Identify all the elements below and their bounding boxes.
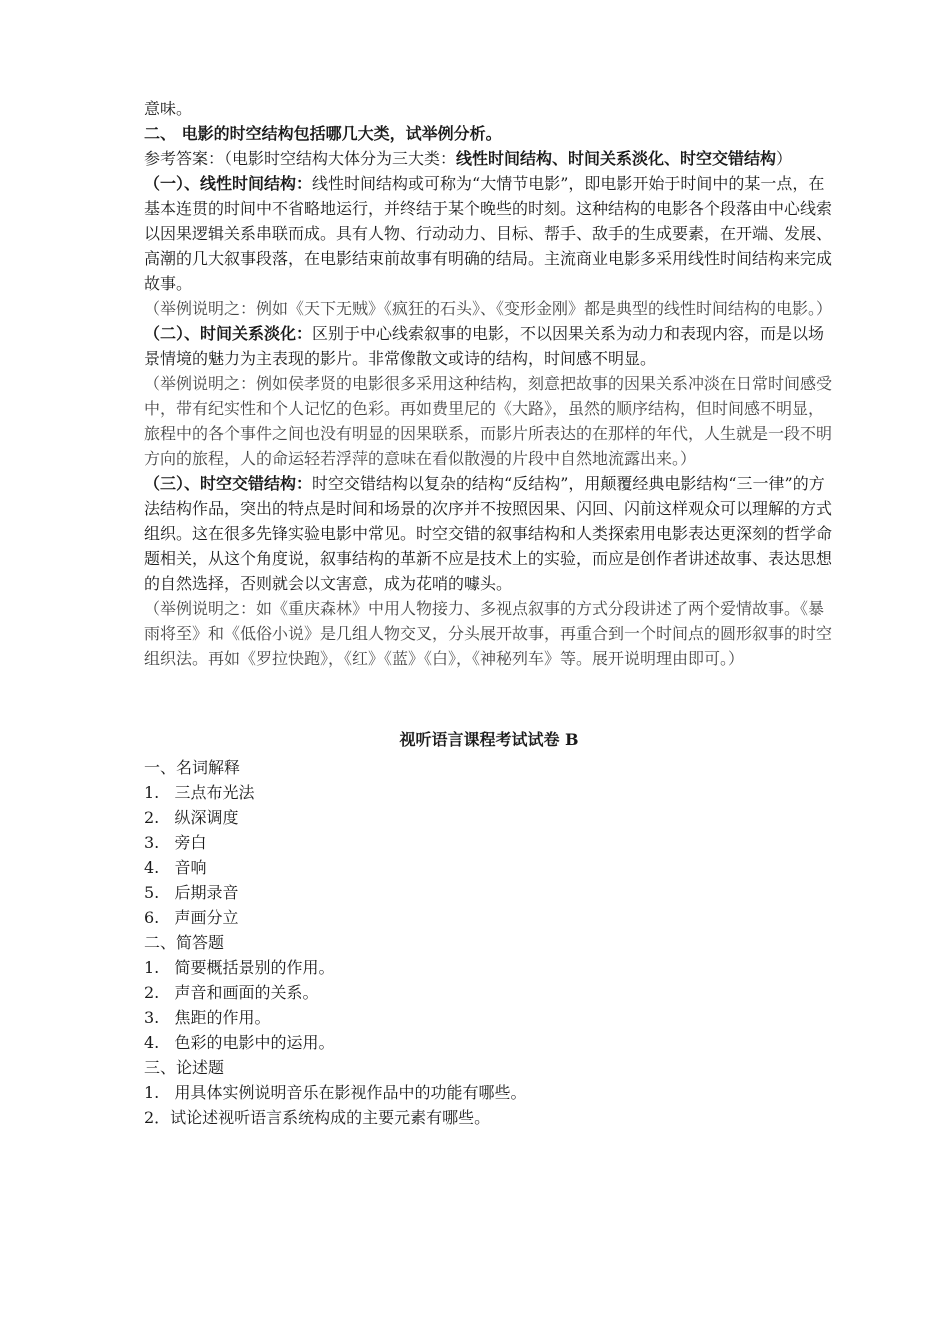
section-body: 区别于中心线索叙事的电影，不以因果关系为动力和表现内容，而是以场景情境的魅力为主表现的影片。非常像散文或诗的结构，时间感不明显。 [144, 324, 825, 368]
part-heading: 二、简答题 [144, 933, 225, 952]
list-item: 3. 旁白 [144, 833, 207, 852]
section-example: （举例说明之：例如《天下无贼》《疯狂的石头》、《变形金刚》都是典型的线性时间结构的电影。） [144, 299, 833, 318]
answer-intro-prefix: 参考答案：（电影时空结构大体分为三大类： [144, 149, 457, 168]
section-heading: （二）、时间关系淡化： [144, 324, 313, 343]
question-heading: 二、 电影的时空结构包括哪几大类，试举例分析。 [144, 124, 502, 143]
document-page [144, 96, 834, 1130]
list-item: 1. 三点布光法 [144, 783, 255, 802]
section-linear [144, 171, 834, 296]
continuation-text: 意味。 [144, 99, 193, 118]
section-heading: （三）、时空交错结构： [144, 474, 313, 493]
list-item: 1. 简要概括景别的作用。 [144, 958, 335, 977]
section-body: 时空交错结构以复杂的结构“反结构”，用颠覆经典电影结构“三一律”的方法结构作品，突出的特点是时间和场景的次序并不按照因果、闪回、闪前这样观众可以理解的方式组织。这在很多先锋实验电影中常见。时空交错的叙事结构和人类探索用电影表达更深刻的哲学命题相关，从这个角度说，叙事结构的革新不应是技术上的实验，而应是创作者讲述故事、表达思想的自然选择，否则就会以文害意，成为花哨的噱头。 [144, 474, 833, 593]
list-item: 2. 纵深调度 [144, 808, 239, 827]
list-item: 2．试论述视听语言系统构成的主要元素有哪些。 [144, 1108, 491, 1127]
list-item: 5. 后期录音 [144, 883, 239, 902]
answer-intro-categories: 线性时间结构、时间关系淡化、时空交错结构 [456, 149, 777, 168]
list-item: 3. 焦距的作用。 [144, 1008, 271, 1027]
list-item: 2. 声音和画面的关系。 [144, 983, 319, 1002]
section-body: 线性时间结构或可称为“大情节电影”，即电影开始于时间中的某一点，在基本连贯的时间中不省略地运行，并终结于某个晚些的时刻。这种结构的电影各个段落由中心线索以因果逻辑关系串联而成。具有人物、行动动力、目标、帮手、敌手的生成要素，在开端、发展、高潮的几大叙事段落，在电影结束前故事有明确的结局。主流商业电影多采用线性时间结构来完成故事。 [144, 174, 833, 293]
section-interlaced [144, 471, 834, 596]
list-item: 4. 音响 [144, 858, 207, 877]
section-example: （举例说明之：如《重庆森林》中用人物接力、多视点叙事的方式分段讲述了两个爱情故事。《暴雨将至》和《低俗小说》是几组人物交叉，分头展开故事，再重合到一个时间点的圆形叙事的时空组织法。再如《罗拉快跑》，《红》《蓝》《白》，《神秘列车》等。展开说明理由即可。） [144, 599, 833, 668]
exam-title: 视听语言课程考试试卷 B [399, 730, 579, 749]
list-item: 1. 用具体实例说明音乐在影视作品中的功能有哪些。 [144, 1083, 527, 1102]
part-heading: 三、论述题 [144, 1058, 225, 1077]
section-example: （举例说明之：例如侯孝贤的电影很多采用这种结构，刻意把故事的因果关系冲淡在日常时间感受中，带有纪实性和个人记忆的色彩。再如费里尼的《大路》，虽然的顺序结构，但时间感不明显，旅程中的各个事件之间也没有明显的因果联系，而影片所表达的在那样的年代，人生就是一段不明方向的旅程，人的命运轻若浮萍的意味在看似散漫的片段中自然地流露出来。） [144, 374, 833, 468]
answer-intro-suffix: ） [776, 149, 793, 168]
answer-intro [144, 146, 834, 171]
section-weakened [144, 321, 834, 371]
section-heading: （一）、线性时间结构： [144, 174, 313, 193]
list-item: 4. 色彩的电影中的运用。 [144, 1033, 335, 1052]
part-heading: 一、名词解释 [144, 758, 241, 777]
list-item: 6. 声画分立 [144, 908, 239, 927]
